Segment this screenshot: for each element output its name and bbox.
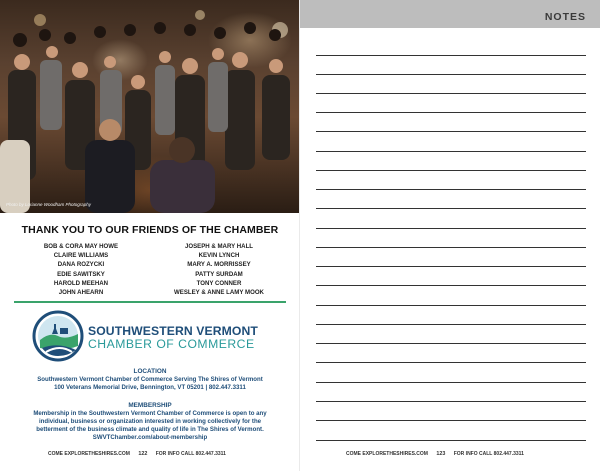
- note-line: [316, 247, 586, 248]
- friend-name: DANA ROZYCKI: [57, 261, 105, 269]
- chamber-name-line1: SOUTHWESTERN VERMONT: [88, 324, 258, 338]
- note-line: [316, 112, 586, 113]
- friend-name: TONY CONNER: [196, 279, 242, 287]
- left-footer: [48, 451, 226, 457]
- note-line: [316, 401, 586, 402]
- footer-website[interactable]: COME EXPLORETHESHIRES.COM: [346, 451, 428, 457]
- friend-name: PATTY SURDAM: [195, 270, 243, 278]
- note-line: [316, 93, 586, 94]
- footer-phone: FOR INFO CALL 802.447.3311: [453, 451, 524, 457]
- note-line: [316, 74, 586, 75]
- friend-name: CLAIRE WILLIAMS: [53, 252, 109, 260]
- notes-header-bar: [300, 0, 600, 28]
- friend-name: JOHN AHEARN: [58, 289, 104, 297]
- note-line: [316, 420, 586, 421]
- photo-credit: Photo by Lorianne Woodham Photography: [6, 202, 92, 207]
- note-line: [316, 266, 586, 267]
- footer-phone: FOR INFO CALL 802.447.3311: [155, 451, 226, 457]
- note-line: [316, 285, 586, 286]
- note-line: [316, 228, 586, 229]
- friends-column-2: [150, 242, 288, 297]
- right-page: [300, 0, 600, 471]
- friends-column-1: [12, 242, 150, 297]
- page-number: 123: [436, 451, 446, 457]
- note-line: [316, 55, 586, 56]
- location-line1: Southwestern Vermont Chamber of Commerce Serving The Shires of Vermont: [37, 376, 263, 383]
- footer-website[interactable]: COME EXPLORETHESHIRES.COM: [48, 451, 130, 457]
- note-line: [316, 189, 586, 190]
- membership-line3: betterment of the business climate and quality of life in The Shires of Vermont.: [36, 426, 264, 433]
- note-line: [316, 440, 586, 441]
- note-line: [316, 151, 586, 152]
- right-footer: [346, 451, 524, 457]
- friend-name: MARY A. MORRISSEY: [187, 261, 251, 269]
- location-heading: LOCATION: [133, 368, 167, 375]
- note-line: [316, 324, 586, 325]
- note-line: [316, 170, 586, 171]
- membership-link[interactable]: SWVTChamber.com/about-membership: [92, 434, 208, 441]
- crowd-illustration: [0, 0, 300, 213]
- membership-line2: individual, business or organization interested in working collectively for the: [38, 418, 262, 425]
- note-line: [316, 343, 586, 344]
- event-photo: [0, 0, 300, 213]
- friends-list: [12, 242, 288, 297]
- friend-name: BOB & CORA MAY HOWE: [43, 243, 119, 250]
- friend-name: WESLEY & ANNE LAMY MOOK: [174, 289, 264, 297]
- thanks-title: THANK YOU TO OUR FRIENDS OF THE CHAMBER: [21, 224, 279, 236]
- note-line: [316, 382, 586, 383]
- chamber-name-line2: CHAMBER OF COMMERCE: [88, 337, 255, 351]
- friend-name: HAROLD MEEHAN: [53, 279, 109, 287]
- membership-heading: MEMBERSHIP: [128, 402, 172, 409]
- friend-name: KEVIN LYNCH: [198, 252, 240, 260]
- page-number: 122: [138, 451, 148, 457]
- section-divider: [14, 301, 286, 303]
- note-line: [316, 362, 586, 363]
- chamber-logo-icon: [32, 310, 84, 362]
- location-line2: 100 Veterans Memorial Drive, Bennington, VT 05201 | 802.447.3311: [54, 384, 246, 391]
- note-line: [316, 305, 586, 306]
- notes-label: NOTES: [544, 11, 586, 23]
- note-line: [316, 131, 586, 132]
- note-line: [316, 208, 586, 209]
- membership-line1: Membership in the Southwestern Vermont Chamber of Commerce is open to any: [33, 410, 267, 417]
- friend-name: EDIE SAWITSKY: [57, 270, 105, 278]
- friend-name: JOSEPH & MARY HALL: [184, 243, 254, 250]
